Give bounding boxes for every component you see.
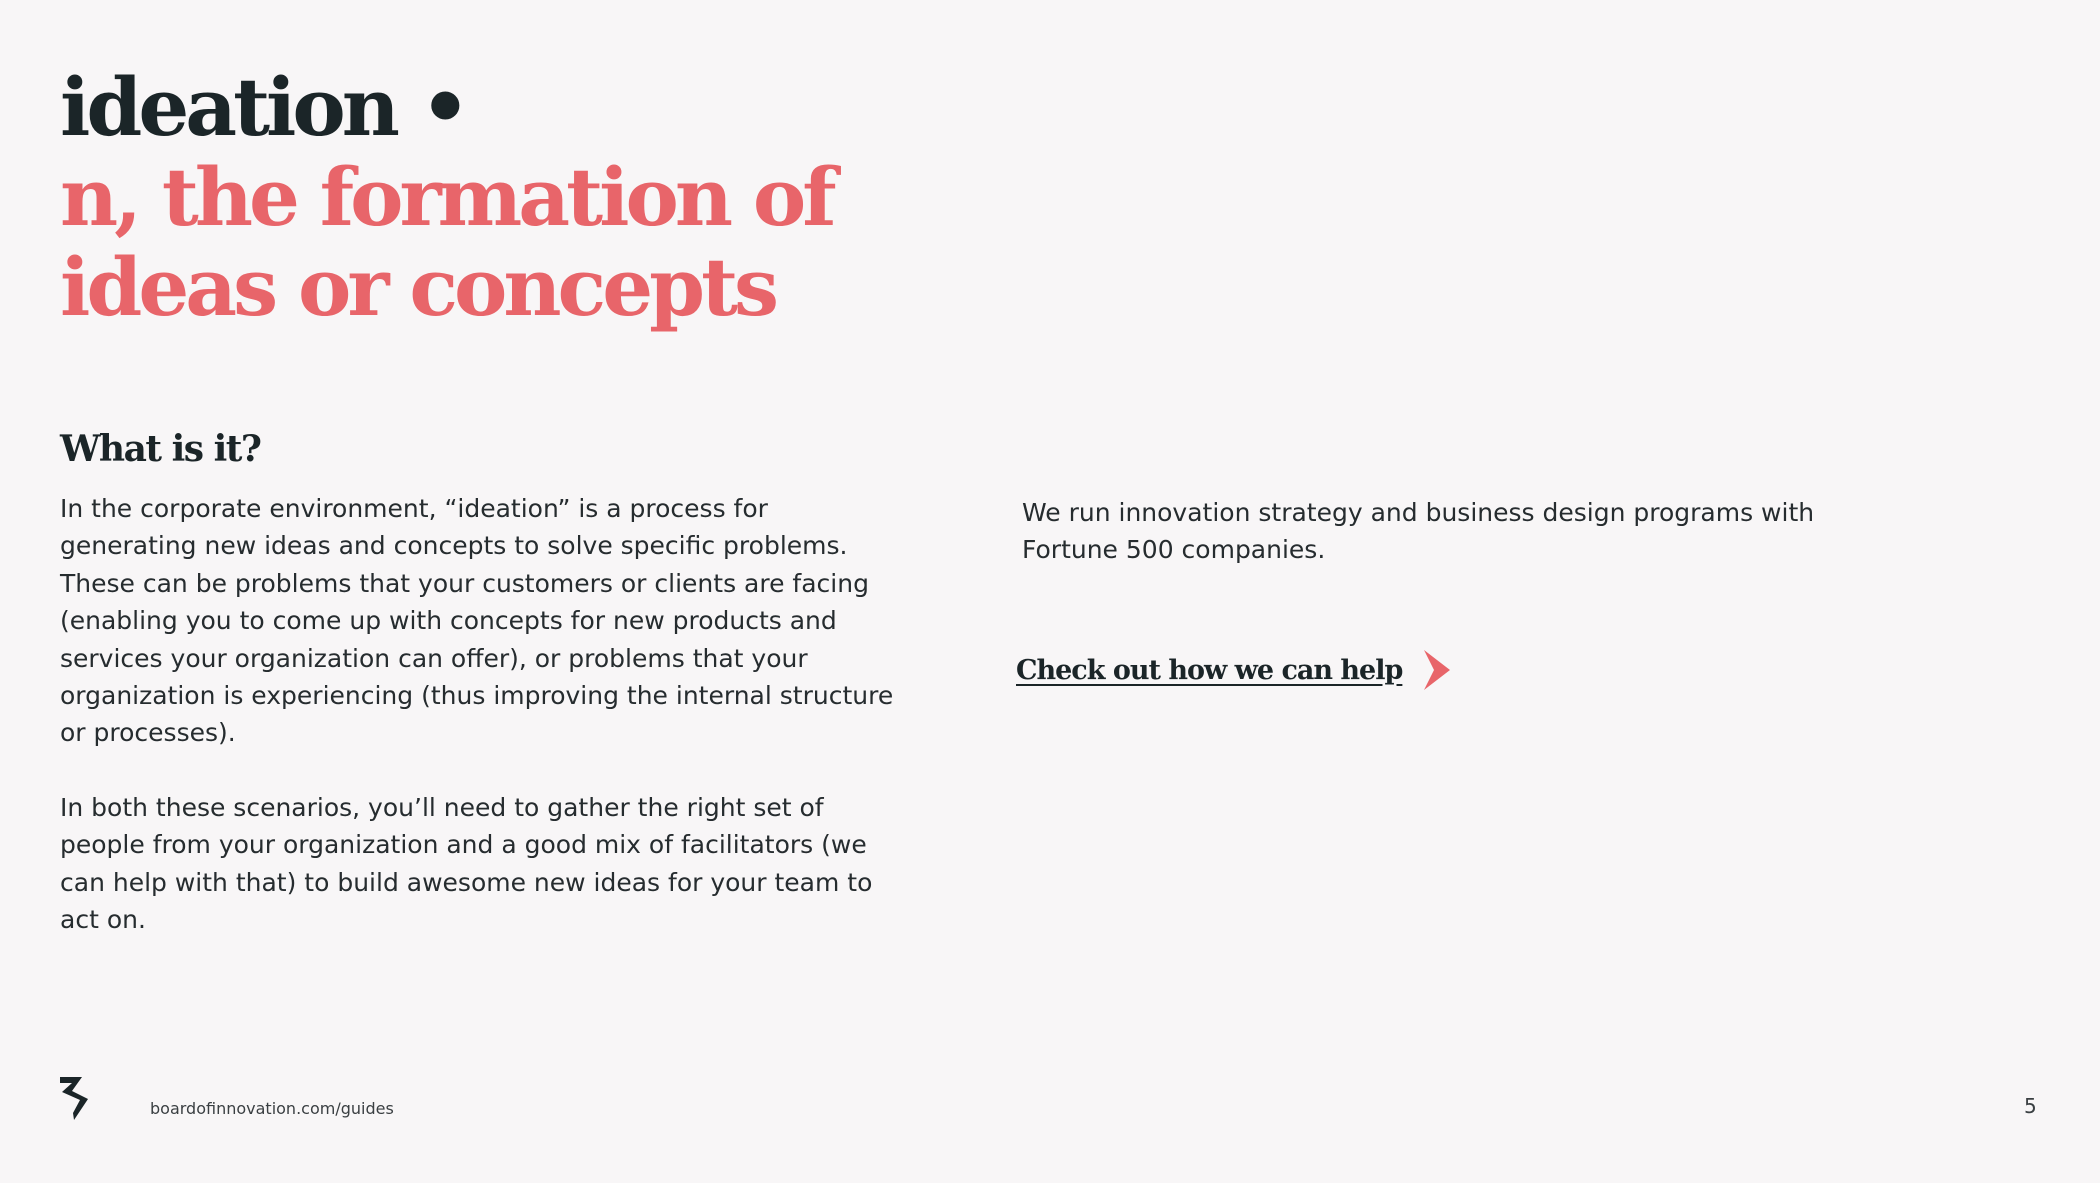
body-text	[60, 490, 910, 975]
paragraph: In the corporate environment, “ideation” is a process for generating new ideas and concepts to solve specific problems. These can be problems that your customers or clients are facing (enabling you to come up with concepts for new products and services your organization can offer), or problems that your organization is experiencing (thus improving the internal structure or processes).	[60, 494, 894, 748]
cta-link[interactable]	[1016, 648, 1452, 692]
title-definition-line2: ideas or concepts	[60, 240, 776, 334]
footer-url: boardofinnovation.com/guides	[150, 1099, 394, 1118]
board-of-innovation-logo-icon	[58, 1075, 90, 1121]
title-term: ideation •	[60, 60, 467, 154]
chevron-right-icon[interactable]	[1422, 648, 1452, 692]
page-number: 5	[2024, 1094, 2037, 1118]
paragraph: In both these scenarios, you’ll need to gather the right set of people from your organization and a good mix of facilitators (we can help with that) to build awesome new ideas for your team to act on.	[60, 792, 873, 935]
section-heading: What is it?	[60, 428, 261, 470]
cta-link-label[interactable]: Check out how we can help	[1016, 654, 1403, 686]
page-title	[60, 62, 833, 332]
aside-text: We run innovation strategy and business design programs with Fortune 500 companies.	[1022, 498, 1815, 565]
title-definition-line1: n, the formation of	[60, 150, 833, 244]
